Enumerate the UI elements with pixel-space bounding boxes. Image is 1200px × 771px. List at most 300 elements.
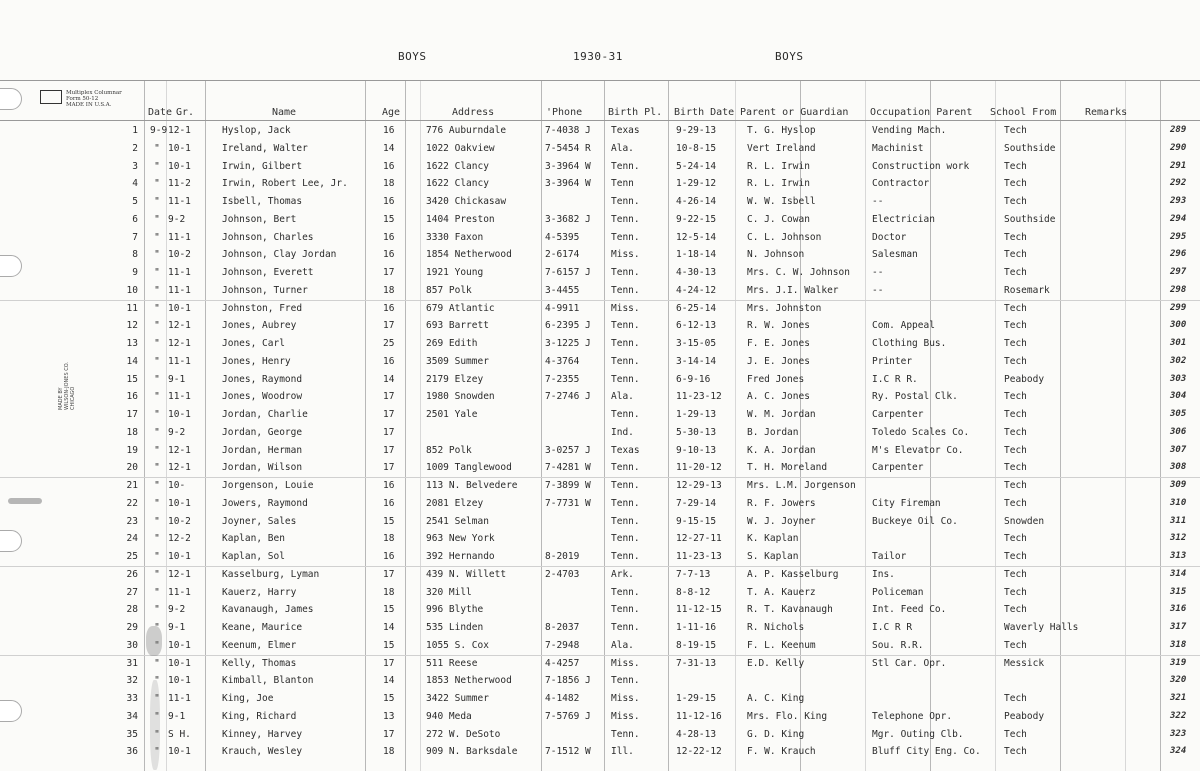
row-school: Tech	[1004, 267, 1027, 278]
row-address: 963 New York	[426, 533, 495, 545]
row-parent: S. Kaplan	[747, 551, 799, 562]
row-number: 28	[126, 604, 138, 616]
row-date: "	[154, 320, 160, 332]
row-date: "	[154, 373, 160, 385]
row-address: 113 N. Belvedere	[426, 480, 518, 491]
row-birthdate: 6-9-16	[676, 373, 711, 385]
table-row	[0, 265, 1200, 283]
row-number: 13	[126, 338, 138, 349]
row-date: "	[154, 693, 160, 704]
row-birthplace: Miss.	[611, 693, 640, 704]
row-remark: 295	[1170, 231, 1187, 242]
row-grade: 10-1	[168, 675, 191, 687]
row-name: Johnson, Turner	[222, 284, 308, 296]
row-name: Kavanaugh, James	[222, 604, 314, 616]
row-parent: Mrs. C. W. Johnson	[747, 267, 850, 278]
row-grade: 11-1	[168, 693, 191, 704]
row-number: 25	[126, 551, 138, 562]
row-date: "	[154, 746, 160, 758]
row-name: Jorgenson, Louie	[222, 480, 314, 491]
row-occupation: Construction work	[872, 160, 970, 172]
binder-hole	[0, 88, 22, 110]
row-age: 16	[383, 196, 395, 207]
row-birthplace: Tenn.	[611, 480, 640, 491]
row-occupation: Carpenter	[872, 409, 924, 420]
row-age: 17	[383, 568, 395, 580]
row-phone: 8-2019	[545, 551, 580, 562]
table-row	[0, 318, 1200, 336]
row-birthplace: Tenn.	[611, 551, 640, 562]
row-occupation: --	[872, 267, 884, 278]
row-age: 16	[383, 302, 395, 314]
row-address: 1622 Clancy	[426, 160, 489, 172]
row-school: Tech	[1004, 231, 1027, 243]
row-phone: 4-9911	[545, 302, 580, 314]
row-birthdate: 9-29-13	[676, 125, 717, 136]
row-age: 17	[383, 267, 395, 278]
row-school: Tech	[1004, 125, 1027, 136]
row-grade: 11-1	[168, 355, 191, 367]
col-header-birthplace: Birth Pl.	[608, 107, 663, 118]
row-age: 14	[383, 373, 395, 385]
row-remark: 316	[1170, 604, 1187, 615]
row-parent: B. Jordan	[747, 426, 799, 438]
row-birthdate: 1-18-14	[676, 249, 717, 261]
row-age: 17	[383, 409, 395, 420]
form-label-line: MADE IN U.S.A.	[66, 102, 112, 108]
row-school: Tech	[1004, 249, 1027, 261]
row-occupation: Tailor	[872, 551, 907, 562]
row-birthplace: Tenn.	[611, 604, 640, 616]
col-header-name: Name	[272, 107, 297, 118]
row-parent: Mrs. Flo. King	[747, 710, 828, 722]
row-grade: 9-2	[168, 213, 186, 225]
col-header-parent: Parent or Guardian	[740, 107, 849, 118]
row-age: 17	[383, 657, 395, 669]
row-school: Tech	[1004, 480, 1027, 491]
row-remark: 293	[1170, 196, 1187, 206]
row-age: 18	[383, 586, 395, 598]
table-row	[0, 407, 1200, 425]
row-grade: S H.	[168, 728, 191, 740]
row-address: 2541 Selman	[426, 515, 489, 527]
form-logo	[40, 90, 62, 104]
table-row	[0, 567, 1200, 585]
row-phone: 3-3964 W	[545, 178, 591, 190]
row-age: 17	[383, 444, 395, 456]
row-school: Tech	[1004, 196, 1027, 207]
table-row	[0, 141, 1200, 159]
row-school: Tech	[1004, 409, 1027, 420]
row-grade: 10-1	[168, 639, 191, 651]
row-birthdate: 4-30-13	[676, 267, 717, 278]
row-parent: R. W. Jones	[747, 320, 810, 332]
row-grade: 10-1	[168, 497, 191, 509]
row-birthdate: 1-29-13	[676, 409, 717, 420]
row-school: Tech	[1004, 391, 1027, 403]
row-phone: 7-1856 J	[545, 675, 591, 687]
row-phone: 8-2037	[545, 622, 580, 633]
row-birthplace: Tenn.	[611, 213, 640, 225]
row-parent: R. Nichols	[747, 622, 805, 633]
maker-label-line: MADE BY	[58, 387, 64, 410]
col-header-occupation: Occupation Parent	[870, 107, 973, 118]
row-number: 19	[126, 444, 138, 456]
row-name: Kauerz, Harry	[222, 586, 297, 598]
row-phone: 2-6174	[545, 249, 580, 261]
row-birthdate: 3-14-14	[676, 355, 717, 367]
row-name: Johnston, Fred	[222, 302, 303, 314]
row-remark: 294	[1170, 213, 1187, 224]
row-phone: 4-5395	[545, 231, 580, 243]
row-school: Messick	[1004, 657, 1045, 669]
row-age: 15	[383, 604, 395, 616]
row-grade: 10-2	[168, 249, 191, 261]
row-birthdate: 1-11-16	[676, 622, 717, 633]
row-date: "	[154, 675, 160, 687]
row-birthdate: 9-10-13	[676, 444, 717, 456]
row-grade: 12-1	[168, 444, 191, 456]
row-birthdate: 7-29-14	[676, 497, 717, 509]
row-age: 16	[383, 249, 395, 261]
row-age: 16	[383, 497, 395, 509]
row-birthplace: Tenn.	[611, 160, 640, 172]
row-name: Krauch, Wesley	[222, 746, 303, 758]
col-header-grade: Gr.	[176, 107, 195, 118]
row-parent: T. G. Hyslop	[747, 125, 816, 136]
row-parent: K. A. Jordan	[747, 444, 816, 456]
row-date: "	[154, 710, 160, 722]
row-grade: 10-1	[168, 551, 191, 562]
row-date: "	[154, 515, 160, 527]
row-date: "	[154, 462, 160, 474]
row-name: Kelly, Thomas	[222, 657, 297, 669]
row-date: "	[154, 355, 160, 367]
row-remark: 318	[1170, 639, 1187, 650]
col-header-birthdate: Birth Date	[674, 107, 735, 118]
row-birthdate: 1-29-12	[676, 178, 717, 190]
row-number: 23	[126, 515, 138, 527]
row-parent: R. T. Kavanaugh	[747, 604, 833, 616]
row-address: 392 Hernando	[426, 551, 495, 562]
table-row	[0, 727, 1200, 745]
row-phone: 7-7731 W	[545, 497, 591, 509]
table-row	[0, 283, 1200, 301]
row-birthplace: Tenn.	[611, 355, 640, 367]
row-birthplace: Tenn.	[611, 267, 640, 278]
row-name: Isbell, Thomas	[222, 196, 303, 207]
row-school: Waverly Halls	[1004, 622, 1079, 633]
row-name: King, Joe	[222, 693, 274, 704]
row-birthplace: Tenn.	[611, 284, 640, 296]
row-grade: 10-1	[168, 302, 191, 314]
row-birthdate: 12-5-14	[676, 231, 717, 243]
row-number: 5	[132, 196, 138, 207]
row-phone: 7-5454 R	[545, 142, 591, 154]
row-birthplace: Ala.	[611, 142, 634, 154]
row-birthplace: Ark.	[611, 568, 634, 580]
row-grade: 12-1	[168, 338, 191, 349]
row-age: 16	[383, 355, 395, 367]
row-remark: 306	[1170, 426, 1187, 437]
row-phone: 4-1482	[545, 693, 580, 704]
row-parent: F. W. Krauch	[747, 746, 816, 758]
row-grade: 11-1	[168, 586, 191, 598]
row-parent: F. E. Jones	[747, 338, 810, 349]
row-address: 3509 Summer	[426, 355, 489, 367]
row-name: Johnson, Clay Jordan	[222, 249, 337, 261]
row-number: 30	[126, 639, 138, 651]
row-school: Tech	[1004, 497, 1027, 509]
row-age: 25	[383, 338, 395, 349]
row-birthplace: Tenn.	[611, 586, 640, 598]
row-address: 2081 Elzey	[426, 497, 484, 509]
row-occupation: Vending Mach.	[872, 125, 947, 136]
row-school: Tech	[1004, 338, 1027, 349]
row-date: "	[154, 213, 160, 225]
row-remark: 321	[1170, 693, 1187, 703]
row-remark: 292	[1170, 178, 1187, 189]
row-parent: W. J. Joyner	[747, 515, 816, 527]
row-remark: 299	[1170, 302, 1187, 313]
row-phone: 7-3899 W	[545, 480, 591, 491]
row-remark: 317	[1170, 622, 1187, 632]
row-address: 1853 Netherwood	[426, 675, 512, 687]
row-remark: 301	[1170, 338, 1187, 348]
row-birthdate: 11-20-12	[676, 462, 722, 474]
row-date: "	[154, 604, 160, 616]
row-address: 1055 S. Cox	[426, 639, 489, 651]
row-birthplace: Miss.	[611, 249, 640, 261]
row-name: Hyslop, Jack	[222, 125, 291, 136]
row-occupation: --	[872, 284, 884, 296]
row-parent: N. Johnson	[747, 249, 805, 261]
row-occupation: Machinist	[872, 142, 924, 154]
row-date: "	[154, 622, 160, 633]
row-birthplace: Tenn.	[611, 515, 640, 527]
row-grade: 12-2	[168, 533, 191, 545]
row-age: 18	[383, 746, 395, 758]
col-header-school: School From	[990, 107, 1057, 118]
table-row	[0, 549, 1200, 567]
row-birthdate: 6-12-13	[676, 320, 717, 332]
row-occupation: Doctor	[872, 231, 907, 243]
row-age: 14	[383, 622, 395, 633]
row-grade: 9-2	[168, 426, 186, 438]
row-remark: 315	[1170, 586, 1187, 597]
row-birthdate: 12-22-12	[676, 746, 722, 758]
row-address: 909 N. Barksdale	[426, 746, 518, 758]
row-phone: 7-5769 J	[545, 710, 591, 722]
row-number: 31	[126, 657, 138, 669]
row-number: 7	[132, 231, 138, 243]
row-occupation: Contractor	[872, 178, 930, 190]
row-occupation: M's Elevator Co.	[872, 444, 964, 456]
row-remark: 320	[1170, 675, 1187, 686]
row-remark: 297	[1170, 267, 1187, 277]
table-row	[0, 638, 1200, 656]
row-parent: A. C. Jones	[747, 391, 810, 403]
row-remark: 313	[1170, 551, 1187, 561]
row-number: 12	[126, 320, 138, 332]
row-date: "	[154, 160, 160, 172]
row-address: 1022 Oakview	[426, 142, 495, 154]
row-phone: 7-4038 J	[545, 125, 591, 136]
row-age: 17	[383, 320, 395, 332]
row-grade: 12-1	[168, 320, 191, 332]
row-occupation: Bluff City Eng. Co.	[872, 746, 981, 758]
row-birthplace: Tenn.	[611, 373, 640, 385]
row-remark: 307	[1170, 444, 1187, 455]
row-grade: 11-1	[168, 196, 191, 207]
row-birthdate: 3-15-05	[676, 338, 717, 349]
row-date: "	[154, 409, 160, 420]
row-remark: 310	[1170, 497, 1187, 508]
row-address: 1921 Young	[426, 267, 484, 278]
row-occupation: Clothing Bus.	[872, 338, 947, 349]
row-address: 679 Atlantic	[426, 302, 495, 314]
table-row	[0, 460, 1200, 478]
row-address: 1854 Netherwood	[426, 249, 512, 261]
table-row	[0, 602, 1200, 620]
row-birthplace: Tenn.	[611, 338, 640, 349]
row-birthdate: 11-12-16	[676, 710, 722, 722]
row-birthdate: 5-30-13	[676, 426, 717, 438]
table-row	[0, 691, 1200, 709]
row-birthdate: 8-19-15	[676, 639, 717, 651]
row-number: 22	[126, 497, 138, 509]
row-name: Kinney, Harvey	[222, 728, 303, 740]
row-remark: 302	[1170, 355, 1187, 366]
row-remark: 324	[1170, 746, 1187, 757]
row-birthdate: 5-24-14	[676, 160, 717, 172]
row-school: Southside	[1004, 142, 1056, 154]
row-remark: 304	[1170, 391, 1187, 402]
row-age: 16	[383, 125, 395, 136]
row-birthdate: 11-23-13	[676, 551, 722, 562]
row-name: Jones, Aubrey	[222, 320, 297, 332]
row-number: 6	[132, 213, 138, 225]
row-date: "	[154, 639, 160, 651]
form-label	[40, 90, 136, 108]
row-school: Southside	[1004, 213, 1056, 225]
row-parent: Vert Ireland	[747, 142, 816, 154]
row-birthdate: 6-25-14	[676, 302, 717, 314]
row-school: Tech	[1004, 604, 1027, 616]
row-parent: J. E. Jones	[747, 355, 810, 367]
row-address: 996 Blythe	[426, 604, 484, 616]
row-age: 17	[383, 391, 395, 403]
table-row	[0, 425, 1200, 443]
row-birthdate: 4-28-13	[676, 728, 717, 740]
row-number: 27	[126, 586, 138, 598]
row-age: 18	[383, 178, 395, 190]
row-grade: 11-1	[168, 284, 191, 296]
row-phone: 2-4703	[545, 568, 580, 580]
row-name: Jones, Henry	[222, 355, 291, 367]
row-birthdate: 11-12-15	[676, 604, 722, 616]
row-grade: 10-1	[168, 142, 191, 154]
row-grade: 11-2	[168, 178, 191, 190]
row-parent: Fred Jones	[747, 373, 805, 385]
row-address: 1404 Preston	[426, 213, 495, 225]
maker-label-line: WILSON-JONES CO.	[64, 361, 70, 410]
row-birthplace: Tenn.	[611, 622, 640, 633]
row-parent: G. D. King	[747, 728, 805, 740]
row-occupation: Com. Appeal	[872, 320, 935, 332]
row-date: "	[154, 728, 160, 740]
table-row	[0, 301, 1200, 319]
row-address: 2501 Yale	[426, 409, 478, 420]
col-header-phone: 'Phone	[546, 107, 583, 118]
row-parent: R. L. Irwin	[747, 160, 810, 172]
table-row	[0, 709, 1200, 727]
row-age: 18	[383, 533, 395, 545]
row-birthplace: Tenn.	[611, 462, 640, 474]
row-phone: 7-2948	[545, 639, 580, 651]
table-row	[0, 443, 1200, 461]
row-remark: 309	[1170, 480, 1187, 490]
row-school: Tech	[1004, 160, 1027, 172]
header-rule	[0, 80, 1200, 81]
row-school: Tech	[1004, 533, 1027, 545]
row-occupation: Carpenter	[872, 462, 924, 474]
row-number: 32	[126, 675, 138, 687]
row-phone: 7-4281 W	[545, 462, 591, 474]
row-number: 1	[132, 125, 138, 136]
row-remark: 290	[1170, 142, 1187, 153]
row-number: 3	[132, 160, 138, 172]
row-remark: 298	[1170, 284, 1187, 295]
row-number: 34	[126, 710, 138, 722]
row-grade: 11-1	[168, 391, 191, 403]
row-grade: 10-	[168, 480, 186, 491]
row-parent: Mrs. L.M. Jorgenson	[747, 480, 856, 491]
row-number: 14	[126, 355, 138, 367]
table-row	[0, 514, 1200, 532]
row-age: 15	[383, 213, 395, 225]
row-birthplace: Texas	[611, 444, 640, 456]
row-occupation: Ins.	[872, 568, 895, 580]
row-address: 2179 Elzey	[426, 373, 484, 385]
row-school: Tech	[1004, 746, 1027, 758]
row-school: Peabody	[1004, 373, 1045, 385]
row-number: 20	[126, 462, 138, 474]
row-age: 17	[383, 462, 395, 474]
table-row	[0, 123, 1200, 141]
row-grade: 9-2	[168, 604, 186, 616]
row-birthplace: Tenn	[611, 178, 634, 190]
row-remark: 312	[1170, 533, 1187, 544]
row-birthplace: Tenn.	[611, 409, 640, 420]
row-birthdate: 11-23-12	[676, 391, 722, 403]
row-age: 13	[383, 710, 395, 722]
row-name: Jowers, Raymond	[222, 497, 308, 509]
row-number: 21	[126, 480, 138, 491]
table-row	[0, 496, 1200, 514]
row-school: Tech	[1004, 586, 1027, 598]
row-birthdate: 9-15-15	[676, 515, 717, 527]
row-school: Tech	[1004, 568, 1027, 580]
table-row	[0, 159, 1200, 177]
row-name: Keane, Maurice	[222, 622, 303, 633]
row-date: "	[154, 391, 160, 403]
row-remark: 322	[1170, 710, 1187, 721]
row-address: 3420 Chickasaw	[426, 196, 507, 207]
table-row	[0, 354, 1200, 372]
row-school: Tech	[1004, 355, 1027, 367]
table-row	[0, 372, 1200, 390]
